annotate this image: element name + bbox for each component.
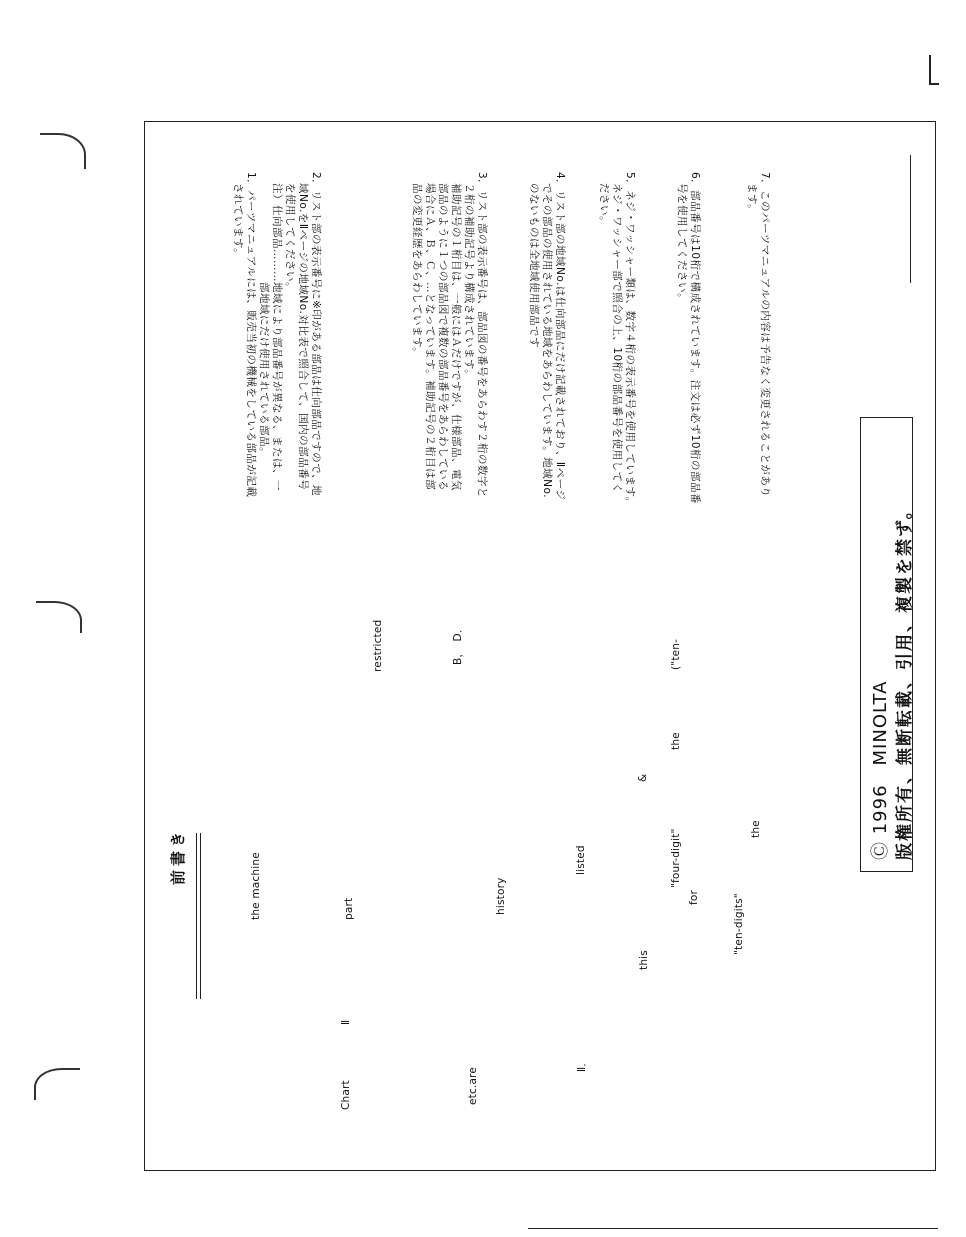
en-ampersand: & (637, 773, 649, 782)
item-3 (410, 172, 488, 498)
item-1 (231, 172, 257, 497)
item-2-line-1: 2．リスト部の表示番号に※印がある部品は仕向部品ですので、地 (310, 172, 322, 497)
item-3-line-1: 3．リスト部の表示番号は、部品図の番号をあらわす２桁の数字と (476, 172, 488, 498)
item-7-line-2: ます。 (746, 172, 758, 216)
item-2-line-3: を使用してください。 (284, 172, 296, 293)
item-3-line-6: 品の変更経歴をあらわしています。 (411, 172, 423, 359)
en-four-digit: "four-digit" (670, 828, 682, 888)
item-1-line-2: されています。 (232, 172, 244, 260)
copyright-notice: 版権所有、無断転載、引用、複製を禁ず。 (895, 500, 915, 860)
item-6 (675, 172, 701, 504)
en-history: history (495, 877, 507, 915)
item-4-line-2: でその部品の使用されている地域をあらわしています。地域No. (541, 172, 553, 499)
item-4 (527, 172, 566, 500)
item-3-line-5: 場合にＡ、Ｂ、Ｃ、…となっています。補助記号の２桁目は部 (424, 172, 436, 491)
en-listed: listed (575, 845, 587, 875)
item-4-line-3: のないものは全地域使用部品です (528, 172, 540, 348)
bottom-rule (528, 1228, 938, 1229)
item-1-line-1: 1．パーツマニュアルには、販売当初の機械をしている部品が記載 (245, 172, 257, 498)
en-roman-ii: Ⅱ (340, 1019, 352, 1025)
hole-mark-bottom (34, 1068, 80, 1100)
en-ten-digits: "ten-digits" (733, 893, 745, 955)
item-7 (745, 172, 771, 497)
hole-mark-top (40, 133, 86, 169)
en-chart: Chart (340, 1080, 352, 1110)
item-2-line-4: 注）仕向部品………地域により部品番号が異なる、または、一 (271, 172, 283, 491)
item-2-line-2: 域No.をⅡページの地域No.対比表で照合して、国内の部品番号 (297, 172, 309, 491)
title-rule-1 (196, 833, 197, 999)
en-for: for (688, 889, 700, 905)
item-5 (597, 172, 636, 508)
title-rule-2 (200, 833, 201, 999)
right-rule (910, 155, 911, 283)
item-3-line-2: ２桁の補助記号より構成されています。 (463, 172, 475, 381)
item-5-line-1: 5．ネジ・ワッシャー類は、数字４桁の表示番号を使用しています。 (624, 172, 636, 508)
item-2 (257, 172, 322, 496)
item-5-line-2: ネジ・ワッシャー部で照合の上、10桁の部品番号を使用してく (611, 172, 623, 494)
corner-mark-curve (929, 83, 939, 85)
en-the-1: the (670, 732, 682, 750)
item-5-line-3: ださい。 (598, 172, 610, 227)
en-roman-ii-dot: Ⅱ． (576, 1055, 588, 1072)
hole-mark-middle (36, 601, 82, 633)
item-4-line-1: 4．リスト部の地域No.は仕向部品にだけ記載されており、Ⅱページ (554, 172, 566, 501)
page-title: 前書き (169, 827, 187, 885)
item-7-line-1: 7．このパーツマニュアルの内容は予告なく変更されることがあり (759, 172, 771, 498)
en-b-d: B， D． (452, 622, 464, 665)
item-6-line-2: 号を使用してください。 (676, 172, 688, 304)
en-the-2: the (750, 820, 762, 838)
en-ten-1: ("ten- (670, 638, 682, 670)
en-restricted: restricted (372, 619, 384, 672)
item-3-line-3: 補助記号の１桁目は、一般にはＡだけですが、仕様部品、電気 (450, 172, 462, 491)
en-part: part (343, 897, 355, 920)
en-the-machine: the machine (250, 852, 262, 920)
item-2-line-5: 部地域にだけ使用されている部品。 (258, 172, 270, 458)
copyright-line: Ⓒ 1996 MINOLTA (870, 680, 891, 860)
item-6-line-1: 6．部品番号は10桁で構成されています。注文は必ず10桁の部品番 (689, 172, 701, 505)
en-etc-are: etc.are (467, 1066, 479, 1105)
corner-mark (929, 55, 931, 85)
en-this: this (638, 950, 650, 970)
item-3-line-4: 部品のように１つの部品図で複数の部品番号をあらわしている (437, 172, 449, 491)
